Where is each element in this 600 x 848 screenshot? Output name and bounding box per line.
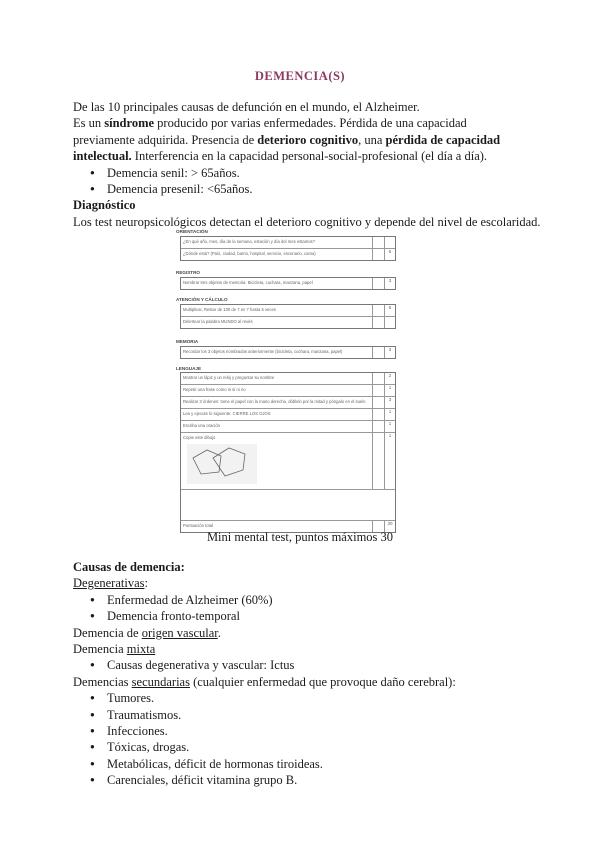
figure-caption: Mini mental test, puntos máximos 30 [206,530,394,544]
section-atencion: ATENCIÓN Y CÁLCULO [176,297,228,302]
table-row: Recordar los 3 objetos nombrados anteriormente (bicicleta, cuchara, manzana, papel) 3 [181,347,395,358]
degenerativas-label: Degenerativas: [73,576,148,591]
secundarias-label: Demencias secundarias (cualquier enfermedad que provoque daño cerebral): [73,674,456,689]
table-row: ¿Dónde está? (País, ciudad, barrio, hospital, servicio, escenario, cama) 5 [181,249,395,260]
pentagons-drawing-icon [187,444,257,484]
secundarias-list [73,690,543,788]
registro-table [180,277,396,290]
causas-heading: Causas de demencia: [73,560,185,574]
mini-mental-test-image [176,226,420,528]
intro-line-4: intelectual. Interferencia en la capacidad personal-social-profesional (el día a día). [73,149,488,164]
list-item: ● Demencia presenil: <65años. [73,181,543,197]
list-item: ● Causas degenerativa y vascular: Ictus [73,657,543,673]
document-title: DEMENCIA(S) [254,69,346,83]
table-row: Repetir una frase como ni sí ni no 1 [181,385,395,397]
intro-line-2: Es un síndrome producido por varias enfermedades. Pérdida de una capacidad [73,116,467,131]
list-item: ● Metabólicas, déficit de hormonas tiroideas. [73,756,543,772]
table-row: Deletrear la palabra MUNDO al revés [181,317,395,328]
memoria-table [180,346,396,359]
lenguaje-table [180,372,396,533]
list-item: ● Demencia senil: > 65años. [73,165,543,181]
degenerativas-list [73,592,543,625]
table-row: Escriba una oración 1 [181,421,395,433]
diagnostico-text: Los test neuropsicológicos detectan el deterioro cognitivo y depende del nivel de escolaridad. [73,214,541,229]
diagnostico-heading: Diagnóstico [73,198,136,213]
table-row: Multiplicar, Restar de 100 de 7 en 7 hasta 5 veces 5 [181,305,395,317]
orientacion-table [180,236,396,261]
table-row: Realizar 3 órdenes: tome el papel con la mano derecha, dóblelo por la mitad y póngalo en el suelo 3 [181,397,395,409]
table-row: Copie este dibujo 1 [181,433,395,490]
section-registro: REGISTRO [176,270,200,275]
mixta-list [73,657,543,673]
intro-bullets [73,165,543,198]
table-row: ¿En qué año, mes, día de la semana, estación y día del mes estamos? [181,237,395,249]
list-item: ● Traumatismos. [73,707,543,723]
table-row: Mostrar un lápiz y un reloj y preguntar su nombre 2 [181,373,395,385]
list-item: ● Enfermedad de Alzheimer (60%) [73,592,543,608]
section-orientacion: ORIENTACIÓN [176,229,208,234]
intro-section [73,99,543,230]
list-item: ● Infecciones. [73,723,543,739]
intro-line-3: previamente adquirida. Presencia de deterioro cognitivo, una pérdida de capacidad [73,132,501,147]
intro-line-1: De las 10 principales causas de defunción en el mundo, el Alzheimer. [73,100,420,114]
section-memoria: MEMORIA [176,339,199,344]
list-item: ● Demencia fronto-temporal [73,608,543,624]
table-row: Nombrar tres objetos de memoria: Bicicleta, cuchara, manzana, papel 3 [181,278,395,289]
table-row: Lea y ejecute lo siguiente: CIERRE LOS OJOS 1 [181,409,395,421]
list-item: ● Tumores. [73,690,543,706]
section-lenguaje: LENGUAJE [176,366,202,371]
atencion-table [180,304,396,329]
table-row-total: Puntuación total 30 [181,520,395,532]
vascular-label: Demencia de origen vascular. [73,625,221,640]
list-item: ● Carenciales, déficit vitamina grupo B. [73,772,543,788]
list-item: ● Tóxicas, drogas. [73,739,543,755]
mixta-label: Demencia mixta [73,642,156,657]
causas-section [73,559,543,789]
